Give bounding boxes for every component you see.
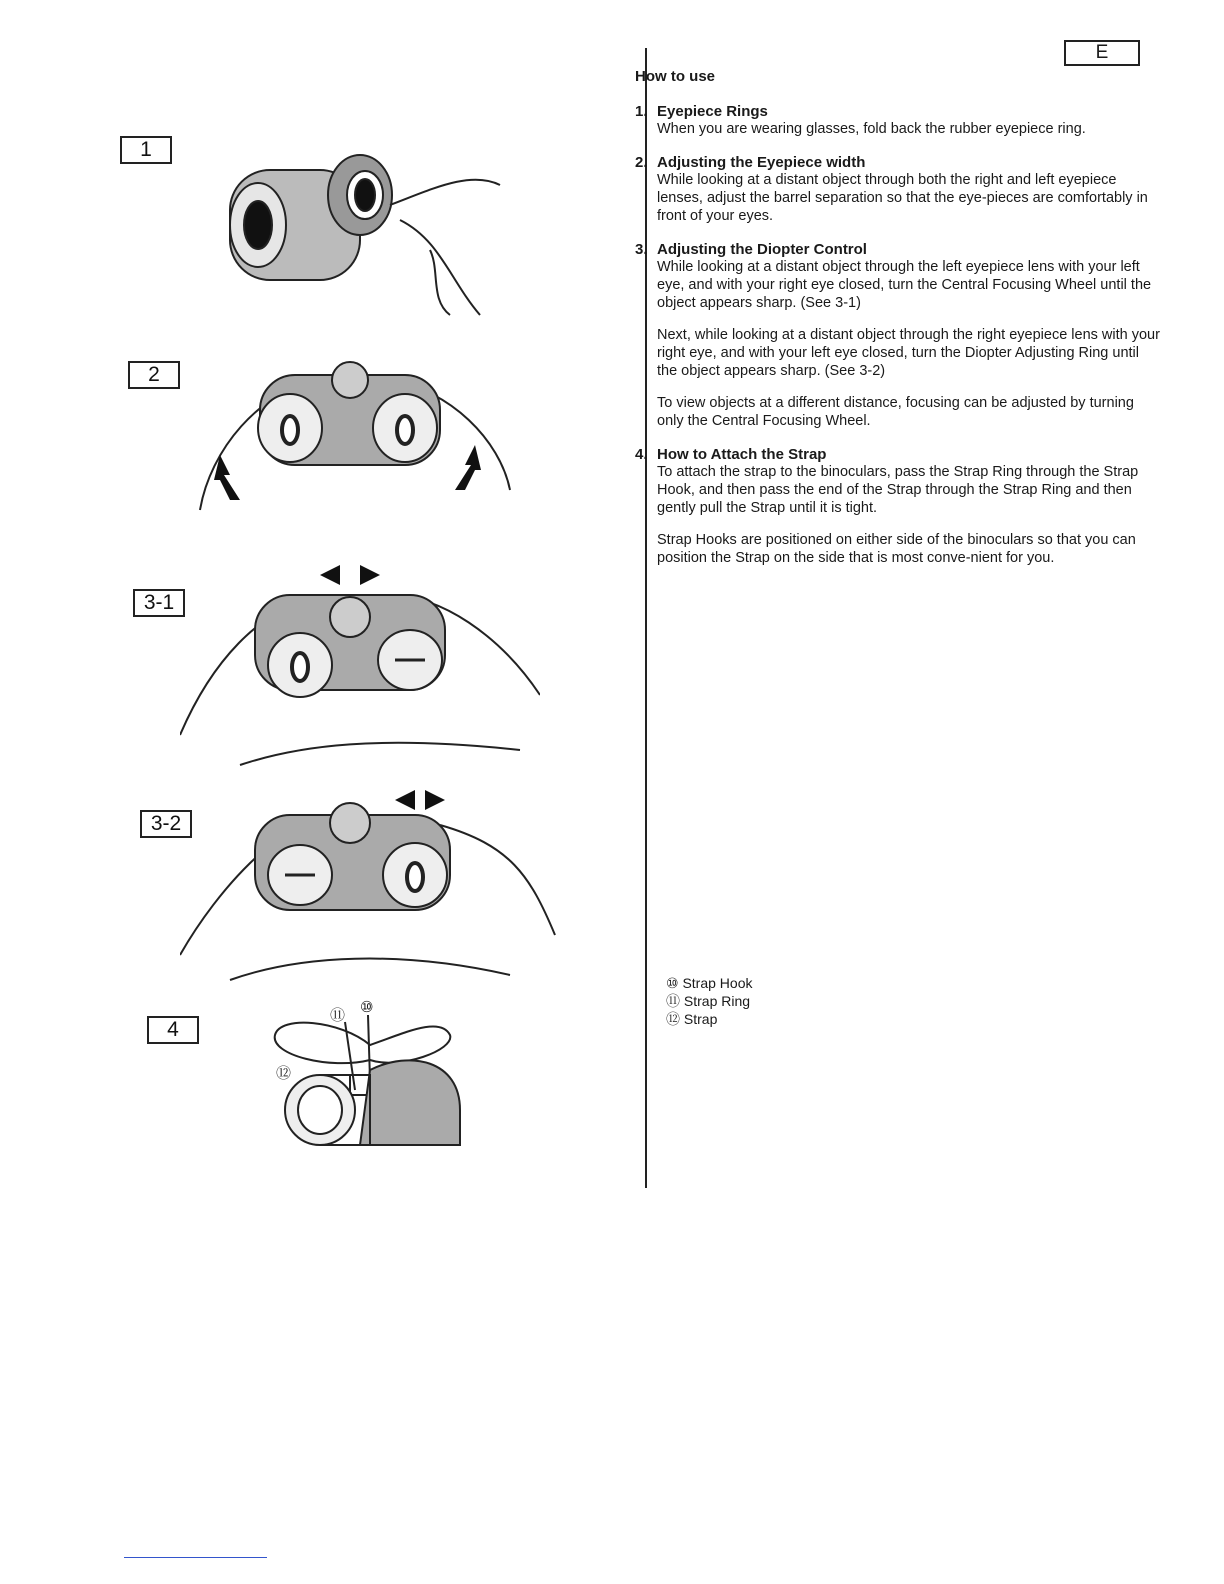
figure-label-3-1: 3-1	[133, 589, 185, 617]
parts-legend	[666, 974, 753, 1028]
section-attach-strap	[635, 446, 1160, 567]
paragraph: When you are wearing glasses, fold back the rubber eyepiece ring.	[657, 121, 1086, 137]
legend-item	[666, 1010, 753, 1028]
legend-text: Strap Hook	[682, 975, 753, 991]
section-heading	[635, 103, 1160, 120]
figure-4-strap-illustration	[260, 990, 470, 1155]
footer-rule	[124, 1557, 267, 1558]
language-tab: E	[1064, 40, 1140, 66]
section-number: 1.	[635, 103, 648, 120]
figure-3-1-focus-wheel-illustration	[180, 555, 540, 775]
legend-text: Strap	[683, 1011, 718, 1027]
figure-2-width-illustration	[190, 350, 520, 530]
paragraph: Next, while looking at a distant object through the right eyepiece lens with your right eye, and with your left eye closed, turn the Diopter Adjusting Ring until the object appears sharp. (See 3-2)	[657, 327, 1160, 379]
legend-mark: ⑩	[666, 975, 679, 991]
section-heading	[635, 241, 1160, 258]
paragraph: To view objects at a different distance, focusing can be adjusted by turning only the Central Focusing Wheel.	[657, 395, 1134, 429]
section-number: 3.	[635, 241, 648, 258]
legend-mark: ⑪	[666, 993, 680, 1009]
figure-1-eyepiece-illustration	[200, 130, 520, 320]
legend-item	[666, 992, 753, 1010]
section-title: Adjusting the Eyepiece width	[657, 154, 866, 171]
section-number: 2.	[635, 154, 648, 171]
figure-label-4: 4	[147, 1016, 199, 1044]
legend-item	[666, 974, 753, 992]
paragraph: While looking at a distant object through the left eyepiece lens with your left eye, and with your right eye closed, turn the Central Focusing Wheel until the object appears sharp. (See 3-1)	[657, 259, 1152, 311]
figure-label-2: 2	[128, 361, 180, 389]
instructions-column	[635, 68, 1160, 583]
section-eyepiece-rings	[635, 103, 1160, 138]
figure-label-3-2: 3-2	[140, 810, 192, 838]
section-title: How to Attach the Strap	[657, 446, 827, 463]
section-heading	[635, 446, 1160, 463]
section-heading	[635, 154, 1160, 171]
figure-label-1: 1	[120, 136, 172, 164]
paragraph: While looking at a distant object through both the right and left eyepiece lenses, adjust the barrel separation so that the eye-pieces are comfortably in front of your eyes.	[657, 172, 1148, 224]
paragraph: To attach the strap to the binoculars, pass the Strap Ring through the Strap Hook, and then pass the end of the Strap through the Strap Ring and then gently pull the Strap until it is tight.	[657, 464, 1139, 516]
page-title: How to use	[635, 68, 716, 85]
callout-10: ⑩	[360, 998, 374, 1016]
paragraph: Strap Hooks are positioned on either side of the binoculars so that you can position the Strap on the side that is most conve-nient for you.	[657, 532, 1136, 566]
section-eyepiece-width	[635, 154, 1160, 225]
legend-mark: ⑫	[666, 1011, 680, 1027]
section-title: Eyepiece Rings	[657, 103, 768, 120]
figure-3-2-diopter-ring-illustration	[180, 785, 560, 985]
section-diopter-control	[635, 241, 1160, 430]
section-number: 4.	[635, 446, 648, 463]
section-title: Adjusting the Diopter Control	[657, 241, 867, 258]
legend-text: Strap Ring	[683, 993, 751, 1009]
callout-12: ⑫	[276, 1064, 292, 1082]
callout-11: ⑪	[330, 1006, 346, 1024]
